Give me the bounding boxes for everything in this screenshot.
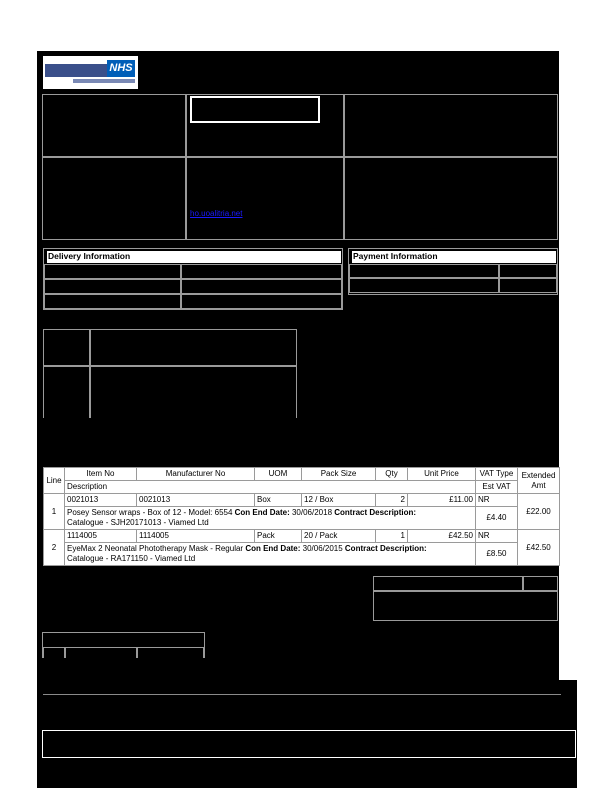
- table-row: [44, 494, 560, 507]
- items-table: [43, 467, 560, 566]
- th-uom: UOM: [255, 468, 302, 481]
- row-manufacturer-no: 1114005: [137, 530, 255, 543]
- info-cell-c2: [344, 157, 558, 240]
- th-unit-price: Unit Price: [408, 468, 476, 481]
- info-cell-b2: [186, 157, 344, 240]
- table-row-description: [44, 543, 560, 566]
- row-extended-amt: £22.00: [518, 494, 560, 530]
- footer-divider: [43, 694, 561, 695]
- row-pack-size: 12 / Box: [302, 494, 376, 507]
- desc-main: Posey Sensor wraps - Box of 12 - Model: 6554: [67, 508, 235, 517]
- notes-cell-a1: [43, 329, 90, 366]
- th-description: Description: [65, 481, 476, 494]
- row-unit-price: £42.50: [408, 530, 476, 543]
- row-est-vat: £4.40: [476, 507, 518, 530]
- table-header-row-2: [44, 481, 560, 494]
- payment-row-2b: [499, 278, 557, 293]
- payment-row-2a: [349, 278, 499, 293]
- delivery-panel: [43, 248, 343, 310]
- row-description: [65, 507, 476, 530]
- th-est-vat: Est VAT: [476, 481, 518, 494]
- table-row-description: [44, 507, 560, 530]
- row-unit-price: £11.00: [408, 494, 476, 507]
- th-item-no: Item No: [65, 468, 137, 481]
- logo-subtext-bar: [73, 79, 135, 83]
- row-line: 2: [44, 530, 65, 566]
- row-vat-type: NR: [476, 494, 518, 507]
- th-extended-amt: Extended Amt: [518, 468, 560, 494]
- row-uom: Box: [255, 494, 302, 507]
- row-est-vat: £8.50: [476, 543, 518, 566]
- notes-cell-b2: [90, 366, 297, 420]
- notes-cell-a2: [43, 366, 90, 420]
- table-header-row-1: [44, 468, 560, 481]
- order-number-box: [190, 96, 320, 123]
- info-cell-c1: [344, 94, 558, 157]
- payment-row-1a: [349, 264, 499, 278]
- row-item-no: 1114005: [65, 530, 137, 543]
- th-line: Line: [44, 468, 65, 494]
- th-pack-size: Pack Size: [302, 468, 376, 481]
- delivery-row-3a: [44, 294, 181, 309]
- delivery-row-1b: [181, 264, 342, 279]
- totals-cell-b1: [523, 576, 558, 591]
- delivery-row-3b: [181, 294, 342, 309]
- payment-row-1b: [499, 264, 557, 278]
- con-end-value: 30/06/2018: [289, 508, 335, 517]
- info-cell-a2: [42, 157, 186, 240]
- totals-cell-2: [373, 591, 558, 621]
- footer-notice-box: [42, 730, 576, 758]
- logo-badge: NHS: [107, 60, 135, 77]
- th-qty: Qty: [376, 468, 408, 481]
- row-pack-size: 20 / Pack: [302, 530, 376, 543]
- row-qty: 2: [376, 494, 408, 507]
- desc-tail: Catalogue - SJH20171013 - Viamed Ltd: [67, 518, 209, 527]
- con-end-label: Con End Date:: [245, 544, 301, 553]
- contract-label: Contract Description:: [344, 544, 427, 553]
- notes-cell-b1: [90, 329, 297, 366]
- delivery-title: Delivery Information: [47, 251, 341, 263]
- row-item-no: 0021013: [65, 494, 137, 507]
- row-line: 1: [44, 494, 65, 530]
- con-end-label: Con End Date:: [234, 508, 290, 517]
- row-manufacturer-no: 0021013: [137, 494, 255, 507]
- payment-title: Payment Information: [352, 251, 556, 263]
- delivery-row-2b: [181, 279, 342, 294]
- desc-tail: Catalogue - RA171150 - Viamed Ltd: [67, 554, 196, 563]
- th-vat-type: VAT Type: [476, 468, 518, 481]
- row-vat-type: NR: [476, 530, 518, 543]
- th-manufacturer-no: Manufacturer No: [137, 468, 255, 481]
- info-cell-a1: [42, 94, 186, 157]
- payment-panel: [348, 248, 558, 295]
- logo-bar: [45, 64, 107, 77]
- table-row: [44, 530, 560, 543]
- row-qty: 1: [376, 530, 408, 543]
- con-end-value: 30/06/2015: [300, 544, 345, 553]
- contact-email-link[interactable]: ho.uoalitria.net: [190, 209, 243, 218]
- row-extended-amt: £42.50: [518, 530, 560, 566]
- contract-label: Contract Description:: [334, 508, 417, 517]
- nhs-logo: [43, 56, 138, 89]
- row-uom: Pack: [255, 530, 302, 543]
- desc-main: EyeMax 2 Neonatal Phototherapy Mask - Regular: [67, 544, 246, 553]
- delivery-row-2a: [44, 279, 181, 294]
- delivery-row-1a: [44, 264, 181, 279]
- row-description: [65, 543, 476, 566]
- totals-cell-a1: [373, 576, 523, 591]
